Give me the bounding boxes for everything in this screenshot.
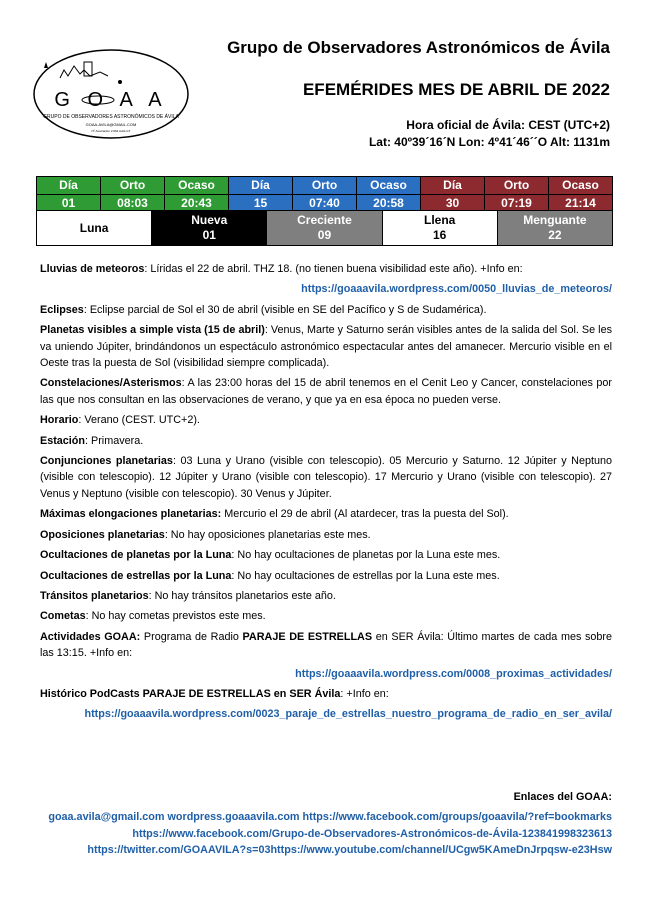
section-ocultaciones-planetas [40, 547, 612, 563]
eph-value: 07:40 [293, 195, 357, 213]
eph-value: 30 [421, 195, 485, 213]
moon-phase-waxing [267, 211, 382, 246]
eph-value: 21:14 [549, 195, 613, 213]
phase-day: 16 [432, 228, 447, 242]
section-eclipses [40, 302, 612, 318]
section-key: Constelaciones/Asterismos [40, 377, 182, 390]
section-text: en SER Ávila: Último martes de cada mes sobre las 13:15. +Info en: [40, 630, 613, 660]
eph-header: Ocaso [357, 177, 421, 195]
section-actividades [40, 629, 612, 662]
section-text: : Líridas el 22 de abril. THZ 18. (no tienen buena visibilidad este año). +Info en: [144, 263, 523, 275]
section-text: : Primavera. [85, 434, 144, 447]
section-conjunciones [40, 453, 612, 502]
section-text: : A las 23:00 horas del 15 de abril tenemos en el Cenit Leo y Cancer, constelaciones por las que nos consultan en las observaciones de verano, y que ya en esa época no pueden verse. [40, 377, 612, 406]
footer-link-line[interactable]: goaa.avila@gmail.com wordpress.goaaavila.com https://www.facebook.com/groups/goaavila/?ref=bookmarks [48, 811, 612, 824]
eph-value: 01 [37, 195, 101, 213]
section-text: : Eclipse parcial de Sol el 30 de abril (visible en SE del Pacífico y S de Sudamérica). [83, 303, 487, 316]
logo-small: Nº Asociación 2.664 Avila GT [91, 129, 131, 133]
eph-header: Ocaso [165, 177, 229, 195]
moon-phase-full [382, 211, 497, 246]
section-key: Actividades GOAA: [40, 630, 141, 643]
eph-header: Día [229, 177, 293, 195]
phase-day: 01 [202, 228, 216, 242]
section-text: : No hay ocultaciones de planetas por la Luna este mes. [231, 549, 501, 562]
section-horario [40, 412, 612, 428]
phase-name: Nueva [191, 213, 228, 227]
section-key: Estación [40, 434, 86, 447]
eph-header: Día [421, 177, 485, 195]
section-key: Eclipses [40, 303, 84, 316]
phase-name: Menguante [523, 213, 587, 227]
section-text: : No hay ocultaciones de estrellas por la Luna este mes. [231, 569, 500, 582]
footer-link-line[interactable]: https://www.facebook.com/Grupo-de-Observadores-Astronómicos-de-Ávila-123841998323613 [132, 827, 612, 840]
footer-heading: Enlaces del GOAA: [513, 791, 612, 803]
page-subtitle: EFEMÉRIDES MES DE ABRIL DE 2022 [302, 80, 610, 99]
section-text: : No hay tránsitos planetarios este año. [148, 589, 336, 602]
section-key: PARAJE DE ESTRELLAS [242, 630, 373, 643]
eph-header: Día [37, 177, 101, 195]
phase-name: Creciente [297, 213, 352, 227]
section-key: Ocultaciones de planetas por la Luna [40, 549, 232, 562]
section-key: Oposiciones planetarias [40, 528, 165, 541]
section-text: : Verano (CEST. UTC+2). [78, 414, 200, 427]
eph-header: Orto [485, 177, 549, 195]
section-key: Conjunciones planetarias [40, 455, 173, 468]
section-meteoros [40, 261, 612, 277]
section-text: Programa de Radio [140, 630, 243, 643]
sun-ephemeris-table [36, 176, 613, 213]
eph-value: 07:19 [485, 195, 549, 213]
section-elongaciones [40, 506, 612, 522]
section-text: : 03 Luna y Urano (visible con telescopio). 05 Mercurio y Saturno. 12 Júpiter y Neptuno (visible con telescopio). 12 Júpiter y Urano (visible con telescopio). 17 Mercurio y Urano (visible con telescopio). 27 Venus y Neptuno (visible con telescopio). 30 Venus y Júpiter. [40, 455, 612, 500]
section-text: : +Info en: [340, 687, 389, 700]
goaa-logo [32, 48, 190, 140]
eph-header: Orto [101, 177, 165, 195]
section-podcasts [40, 686, 612, 702]
eph-header: Orto [293, 177, 357, 195]
ephemeris-body [40, 261, 612, 727]
section-key: Histórico PodCasts PARAJE DE ESTRELLAS en SER Ávila [40, 687, 341, 700]
section-ocultaciones-estrellas [40, 568, 612, 584]
eph-value: 15 [229, 195, 293, 213]
section-key: Horario [40, 414, 79, 427]
podcasts-link[interactable]: https://goaaavila.wordpress.com/0023_paraje_de_estrellas_nuestro_programa_de_radio_en_ser_avila/ [84, 708, 612, 721]
section-key: Planetas visibles a simple vista (15 de abril) [40, 324, 265, 337]
section-transitos [40, 588, 612, 604]
actividades-link[interactable]: https://goaaavila.wordpress.com/0008_proximas_actividades/ [295, 667, 612, 680]
section-constelaciones [40, 375, 612, 408]
eph-value: 20:58 [357, 195, 421, 213]
moon-phase-new [152, 211, 267, 246]
section-cometas [40, 608, 612, 624]
timezone-info: Hora oficial de Ávila: CEST (UTC+2) [406, 118, 610, 132]
moon-phase-waning [497, 211, 612, 246]
logo-letters: G O A A [54, 89, 168, 111]
logo-email: GOAA.AVILA@GMAIL.COM [85, 122, 137, 127]
section-key: Ocultaciones de estrellas por la Luna [40, 569, 232, 582]
section-key: Cometas [40, 610, 86, 623]
section-text: : No hay oposiciones planetarias este mes. [164, 528, 371, 541]
eph-value: 08:03 [101, 195, 165, 213]
phase-day: 22 [548, 228, 562, 242]
moon-label: Luna [37, 211, 152, 246]
section-estacion [40, 433, 612, 449]
section-text: : No hay cometas previstos este mes. [85, 610, 266, 623]
section-text: : Venus, Marte y Saturno serán visibles antes de la salida del Sol. Se les va uniendo Júpiter, brindándonos un espectáculo astronómico espectacular antes del amanecer. Mercurio visible en el Oeste tras la puesta de Sol (visibilidad siempre complicada). [40, 324, 612, 370]
eph-header: Ocaso [549, 177, 613, 195]
coordinates-info: Lat: 40º39´16´N Lon: 4º41´46´´O Alt: 1131m [368, 135, 610, 149]
section-oposiciones [40, 527, 612, 543]
moon-phases-table [36, 210, 613, 246]
footer-links [40, 789, 612, 859]
meteoros-link[interactable]: https://goaaavila.wordpress.com/0050_lluvias_de_meteoros/ [301, 283, 612, 296]
phase-name: Llena [423, 213, 456, 227]
logo-caption: GRUPO DE OBSERVADORES ASTRONÓMICOS DE ÁVILA [43, 114, 179, 120]
section-key: Máximas elongaciones planetarias: [40, 508, 222, 521]
footer-link-line[interactable]: https://twitter.com/GOAAVILA?s=03https://www.youtube.com/channel/UCgw5KAmeDnJrpqsw-e23Hsw [87, 844, 612, 857]
eph-value: 20:43 [165, 195, 229, 213]
page-title: Grupo de Observadores Astronómicos de Ávila [227, 38, 610, 57]
section-key: Lluvias de meteoros [40, 263, 145, 275]
section-planetas [40, 322, 612, 371]
section-text: Mercurio el 29 de abril (Al atardecer, tras la puesta del Sol). [221, 508, 509, 521]
phase-day: 09 [317, 228, 332, 242]
section-key: Tránsitos planetarios [40, 589, 149, 602]
